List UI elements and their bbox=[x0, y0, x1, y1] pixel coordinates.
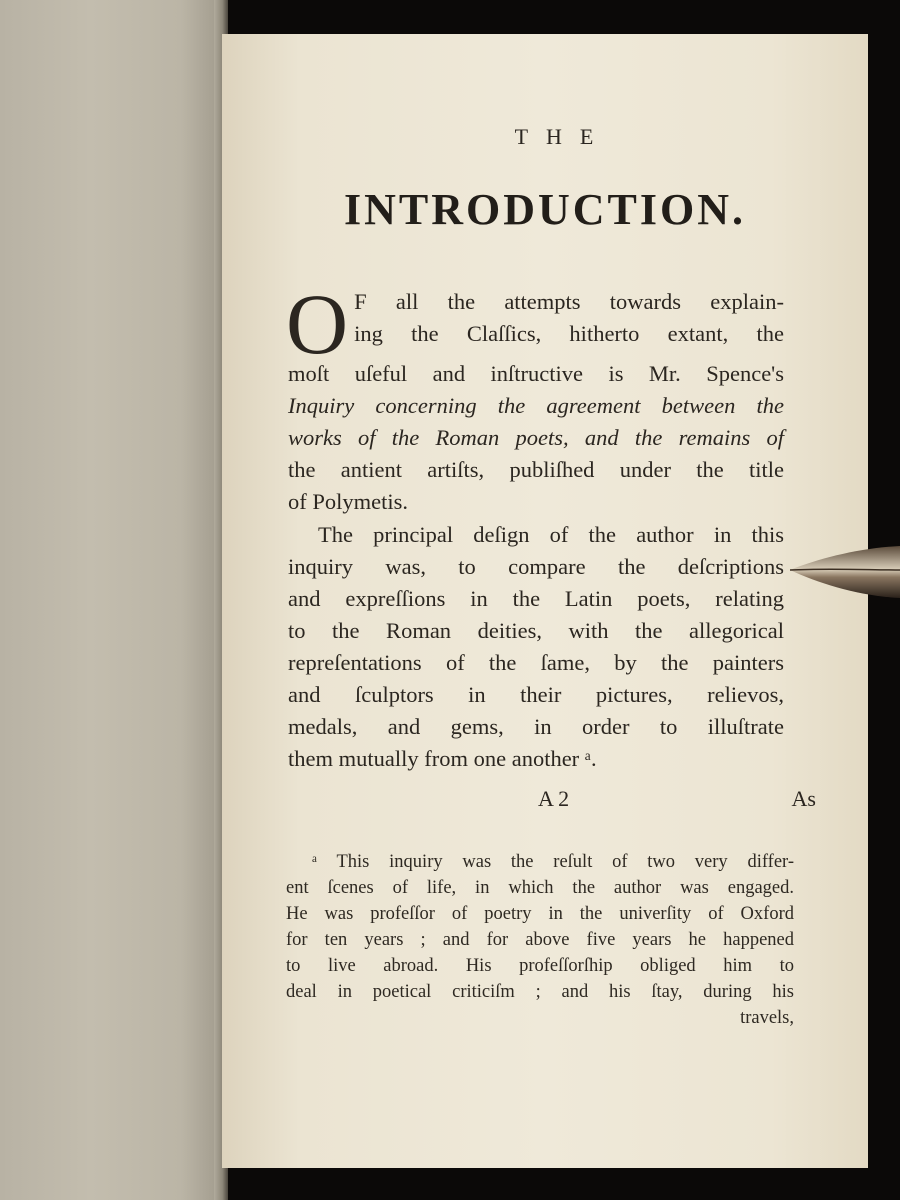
book-page bbox=[222, 34, 868, 1168]
paragraph-line: and expreſſions in the Latin poets, relating bbox=[288, 586, 784, 611]
footnote-line: travels, bbox=[740, 1008, 794, 1028]
paragraph-1 bbox=[286, 276, 784, 518]
drop-cap: O bbox=[286, 276, 349, 372]
paragraph-line: of Polymetis. bbox=[288, 489, 409, 514]
paragraph-line: to the Roman deities, with the allegorical bbox=[288, 618, 784, 643]
footnote-line: deal in poetical criticiſm ; and his ſtay, during his bbox=[286, 982, 794, 1002]
paragraph-line: works of the Roman poets, and the remains of bbox=[288, 425, 784, 450]
left-page bbox=[0, 0, 226, 1200]
paragraph-line: them mutually from one another ᵃ. bbox=[288, 746, 597, 771]
bookmark-pointer bbox=[790, 540, 900, 606]
footnote-line: to live abroad. His profeſſorſhip obliged him to bbox=[286, 956, 794, 976]
paragraph-2 bbox=[288, 519, 784, 775]
paragraph-line: repreſentations of the ſame, by the painters bbox=[288, 650, 784, 675]
footnote-line: for ten years ; and for above five years he happened bbox=[286, 930, 794, 950]
page-title: INTRODUCTION. bbox=[343, 185, 747, 234]
header-the: THE bbox=[514, 124, 612, 149]
footnote-line: ent ſcenes of life, in which the author was engaged. bbox=[286, 878, 794, 898]
paragraph-line: Inquiry concerning the agreement between the bbox=[288, 393, 784, 418]
paragraph-line: F all the attempts towards explain- bbox=[354, 289, 784, 314]
paragraph-line: ing the Claſſics, hitherto extant, the bbox=[354, 321, 784, 346]
paragraph-line: The principal deſign of the author in this bbox=[318, 522, 784, 547]
paragraph-line: the antient artiſts, publiſhed under the title bbox=[288, 457, 784, 482]
signature-mark: A 2 bbox=[538, 786, 570, 811]
footnote-line: He was profeſſor of poetry in the univerſity of Oxford bbox=[286, 904, 794, 924]
footnote bbox=[286, 849, 794, 1031]
paragraph-line: moſt uſeful and inſtructive is Mr. Spence's bbox=[288, 361, 784, 386]
catchword: As bbox=[791, 786, 816, 811]
paragraph-line: and ſculptors in their pictures, relievos, bbox=[288, 682, 784, 707]
footnote-line: ᵃ This inquiry was the reſult of two very differ- bbox=[312, 852, 794, 872]
paragraph-line: inquiry was, to compare the deſcriptions bbox=[288, 554, 784, 579]
paragraph-line: medals, and gems, in order to illuſtrate bbox=[288, 714, 784, 739]
